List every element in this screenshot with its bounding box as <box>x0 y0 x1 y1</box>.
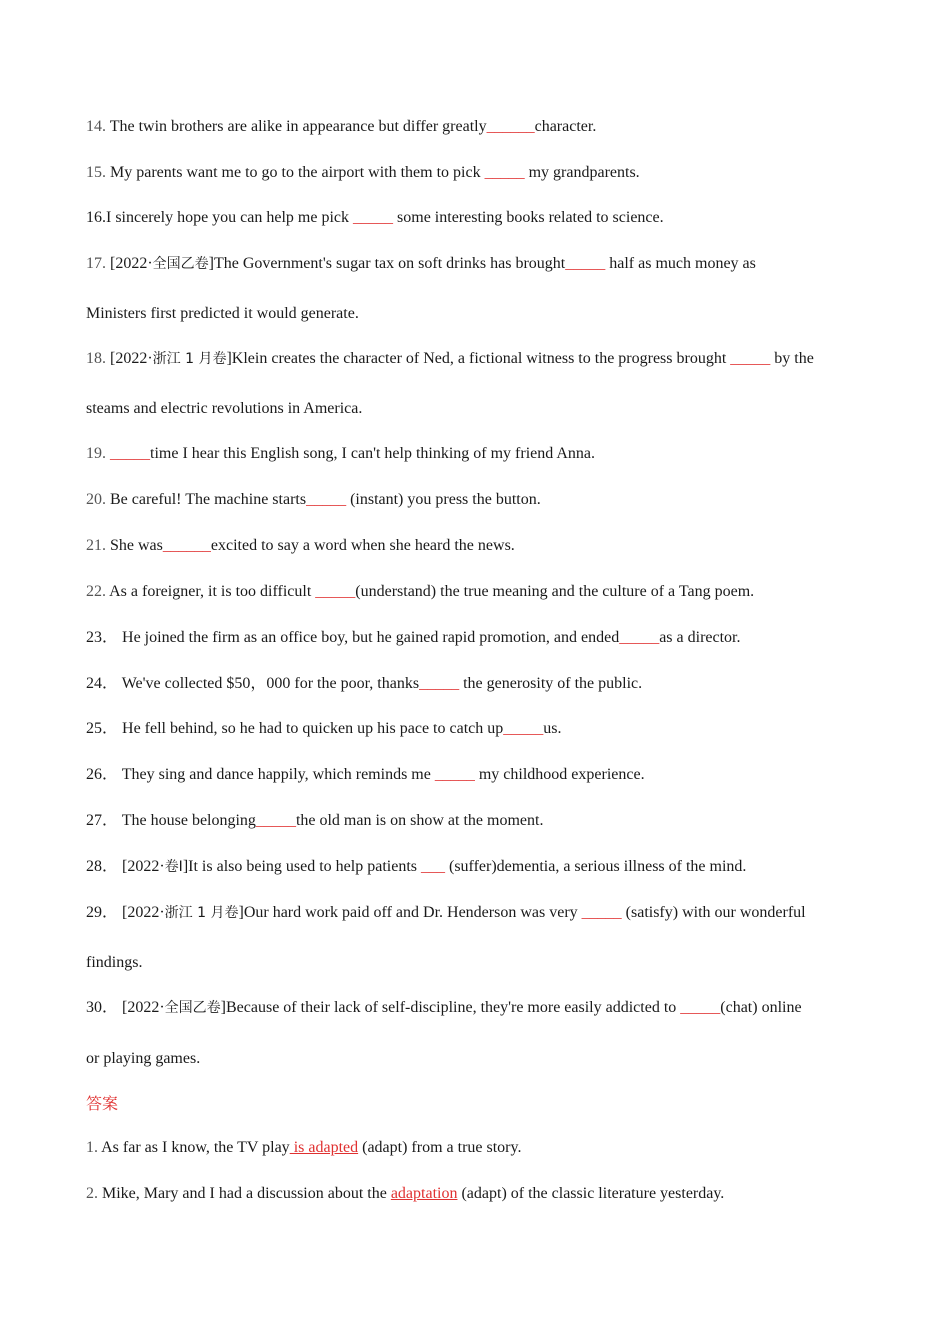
question-number: 21. <box>86 537 106 554</box>
source-tag: 卷Ⅰ <box>164 859 183 875</box>
source-tag-prefix: [2022· <box>110 255 153 272</box>
question-26 <box>86 765 645 785</box>
question-30 <box>86 998 802 1018</box>
answer-blank[interactable]: _____ <box>353 209 394 226</box>
question-text: ]The Government's sugar tax on soft drinks has brought <box>208 255 566 272</box>
answer-blank[interactable]: _____ <box>484 164 525 181</box>
source-tag: 全国乙卷 <box>152 256 209 272</box>
question-number: 28． <box>86 858 119 875</box>
answer-blank[interactable]: _____ <box>434 766 475 783</box>
question-22 <box>86 582 754 602</box>
question-25 <box>86 719 561 739</box>
question-text: half as much money as <box>605 255 756 272</box>
question-text: The twin brothers are alike in appearance but differ greatly <box>109 118 487 135</box>
question-number: 19. <box>86 445 106 462</box>
question-text: The house belonging <box>121 812 256 829</box>
question-16 <box>86 208 664 228</box>
question-text: Be careful! The machine starts <box>110 491 307 508</box>
answer-blank[interactable]: ______ <box>162 537 211 554</box>
question-text: I sincerely hope you can help me pick <box>106 209 354 226</box>
answer-blank[interactable]: ___ <box>421 858 445 875</box>
question-text: the old man is on show at the moment. <box>295 812 544 829</box>
answer-blank[interactable]: _____ <box>680 999 721 1016</box>
answer-2 <box>86 1184 724 1204</box>
question-number: 22. <box>86 583 106 600</box>
source-tag: 全国乙卷 <box>164 1000 221 1016</box>
question-14 <box>86 117 596 137</box>
question-text: (understand) the true meaning and the culture of a Tang poem. <box>355 583 755 600</box>
answer-blank[interactable]: _____ <box>503 720 544 737</box>
question-text: us. <box>543 720 562 737</box>
question-29-continued <box>86 953 142 973</box>
question-text: We've collected $50，000 for the poor, thanks <box>121 675 420 692</box>
question-number: 16. <box>86 209 106 226</box>
answer-blank[interactable]: _____ <box>730 350 771 367</box>
question-text: my grandparents. <box>524 164 640 181</box>
answer-blank[interactable]: _____ <box>315 583 356 600</box>
question-28 <box>86 857 746 877</box>
answer-1 <box>86 1138 521 1158</box>
question-30-continued <box>86 1049 200 1069</box>
source-tag: 浙江 1 月卷 <box>164 905 239 921</box>
question-text: As a foreigner, it is too difficult <box>109 583 316 600</box>
question-text: the generosity of the public. <box>459 675 643 692</box>
answer-fill: adaptation <box>390 1185 458 1202</box>
answer-text: (adapt) from a true story. <box>358 1139 522 1156</box>
question-number: 29． <box>86 904 119 921</box>
question-18-continued <box>86 399 362 419</box>
question-text: She was <box>110 537 163 554</box>
question-number: 15. <box>86 164 106 181</box>
question-text: (instant) you press the button. <box>346 491 541 508</box>
question-text: excited to say a word when she heard the news. <box>210 537 515 554</box>
question-text: steams and electric revolutions in America. <box>86 400 363 417</box>
question-text: Ministers first predicted it would generate. <box>86 305 359 322</box>
question-text: My parents want me to go to the airport with them to pick <box>110 164 485 181</box>
answer-blank[interactable]: _____ <box>419 675 460 692</box>
question-text: ]It is also being used to help patients <box>182 858 421 875</box>
answer-blank[interactable]: ______ <box>486 118 535 135</box>
question-text: time I hear this English song, I can't help thinking of my friend Anna. <box>150 445 596 462</box>
answer-blank[interactable]: _____ <box>255 812 296 829</box>
question-text: my childhood experience. <box>474 766 645 783</box>
answer-number: 2. <box>86 1185 98 1202</box>
question-17 <box>86 254 756 274</box>
question-text: (suffer)dementia, a serious illness of the mind. <box>445 858 747 875</box>
question-number: 30． <box>86 999 119 1016</box>
answer-blank[interactable]: _____ <box>619 629 660 646</box>
question-text: by the <box>770 350 814 367</box>
question-number: 23． <box>86 629 119 646</box>
question-number: 18. <box>86 350 106 367</box>
question-number: 20. <box>86 491 106 508</box>
question-21 <box>86 536 515 556</box>
question-number: 27． <box>86 812 119 829</box>
answer-fill: is adapted <box>289 1139 359 1156</box>
answer-text: Mike, Mary and I had a discussion about the <box>102 1185 391 1202</box>
question-number: 14. <box>86 118 106 135</box>
question-text: (satisfy) with our wonderful <box>621 904 806 921</box>
question-number: 24． <box>86 675 119 692</box>
question-18 <box>86 349 814 369</box>
question-text: He joined the firm as an office boy, but he gained rapid promotion, and ended <box>122 629 620 646</box>
question-24 <box>86 674 642 694</box>
question-text: ]Our hard work paid off and Dr. Henderson was very <box>238 904 582 921</box>
question-15 <box>86 163 640 183</box>
question-text: or playing games. <box>86 1050 201 1067</box>
question-text: character. <box>534 118 597 135</box>
source-tag-prefix: [2022· <box>122 858 165 875</box>
answer-text: (adapt) of the classic literature yesterday. <box>457 1185 725 1202</box>
source-tag-prefix: [2022· <box>122 999 165 1016</box>
question-19 <box>86 444 595 464</box>
source-tag-prefix: [2022· <box>110 350 153 367</box>
answer-blank[interactable]: _____ <box>581 904 622 921</box>
question-23 <box>86 628 741 648</box>
question-17-continued <box>86 304 359 324</box>
question-20 <box>86 490 541 510</box>
question-text: as a director. <box>659 629 741 646</box>
answer-blank[interactable]: _____ <box>306 491 347 508</box>
answer-text: As far as I know, the TV play <box>101 1139 290 1156</box>
source-tag-prefix: [2022· <box>122 904 165 921</box>
question-text: findings. <box>86 954 143 971</box>
question-text: ]Because of their lack of self-discipline, they're more easily addicted to <box>220 999 681 1016</box>
question-number: 17. <box>86 255 106 272</box>
question-text: (chat) online <box>720 999 802 1016</box>
question-27 <box>86 811 543 831</box>
question-29 <box>86 903 806 923</box>
answer-blank[interactable]: _____ <box>110 445 150 462</box>
question-text: He fell behind, so he had to quicken up his pace to catch up <box>122 720 504 737</box>
question-text: some interesting books related to science. <box>393 209 664 226</box>
source-tag: 浙江 1 月卷 <box>152 351 227 367</box>
question-number: 26． <box>86 766 119 783</box>
answer-number: 1. <box>86 1139 98 1156</box>
question-text: They sing and dance happily, which reminds me <box>121 766 435 783</box>
answer-heading: 答案 <box>86 1094 119 1113</box>
answer-blank[interactable]: _____ <box>565 255 606 272</box>
question-number: 25． <box>86 720 119 737</box>
question-text: ]Klein creates the character of Ned, a fictional witness to the progress brought <box>226 350 731 367</box>
